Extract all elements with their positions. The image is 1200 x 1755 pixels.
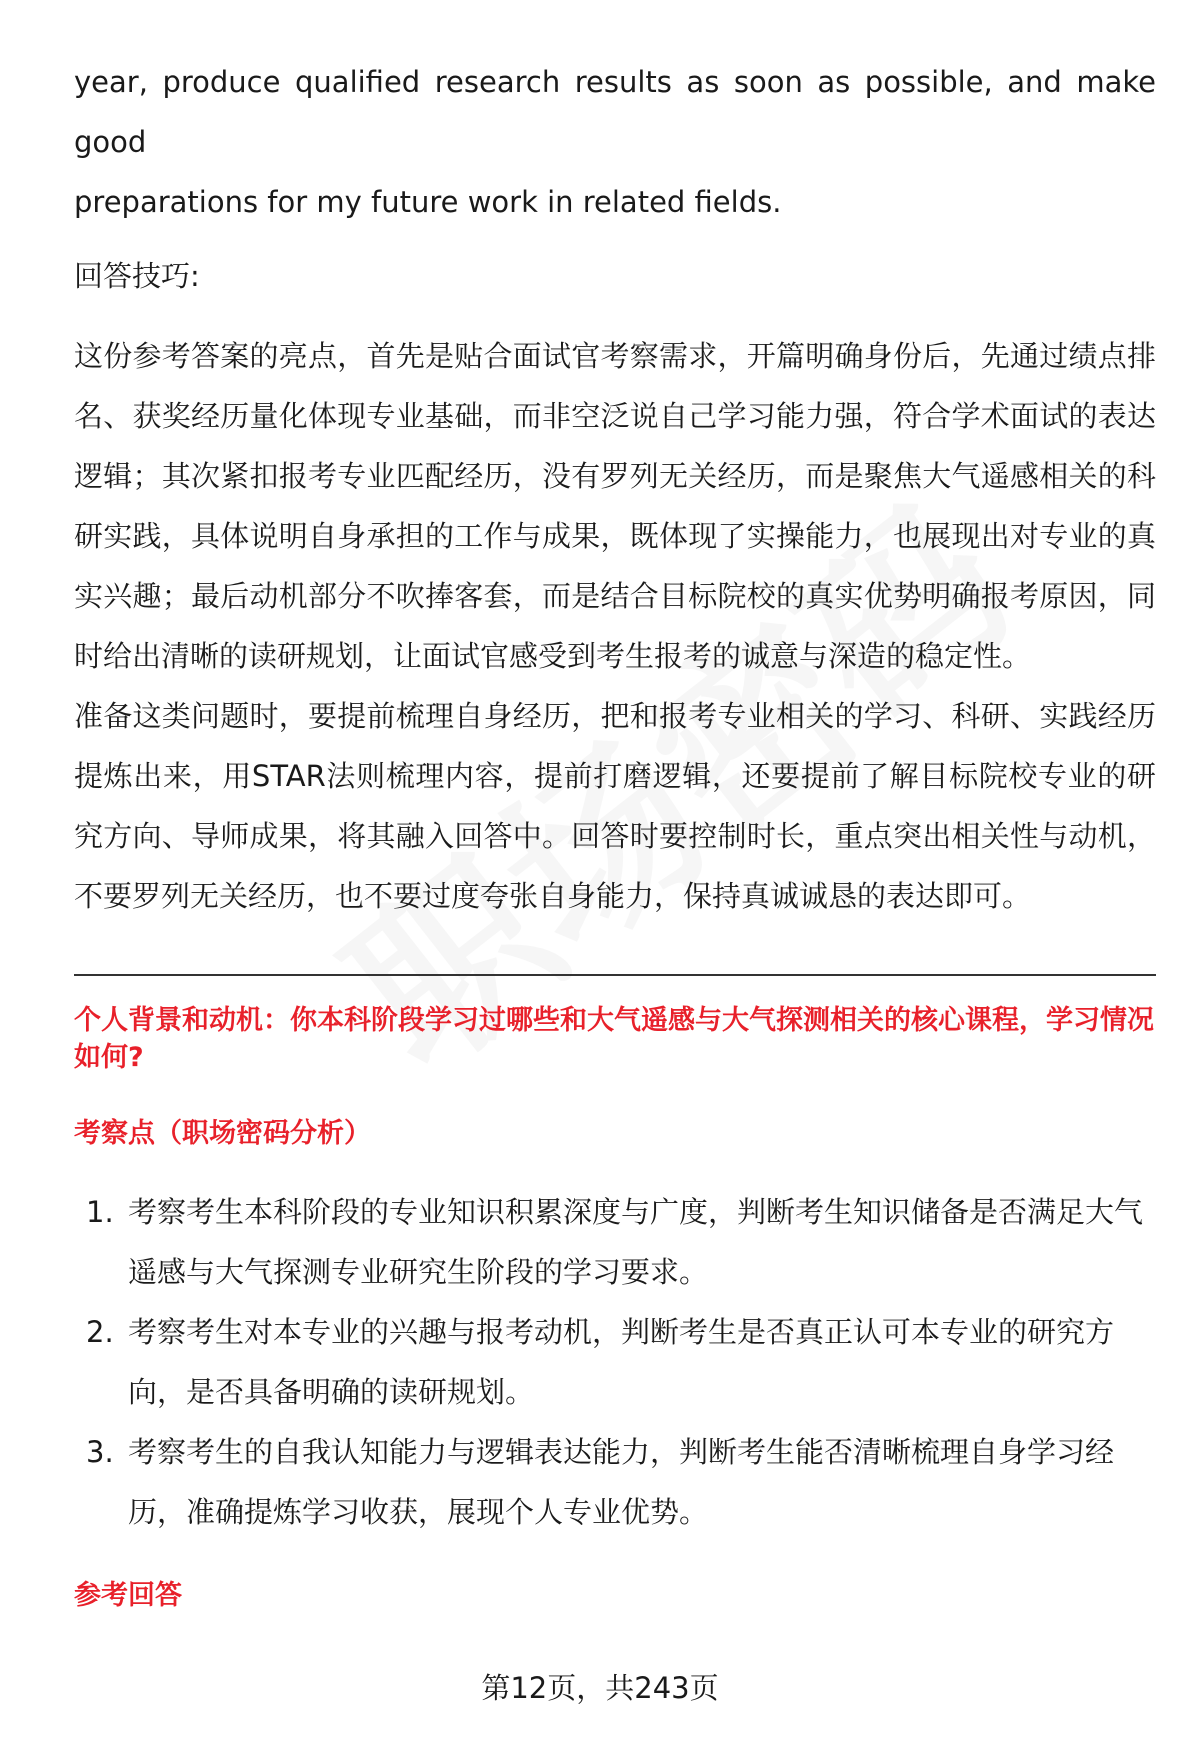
exam-points-heading: 考察点（职场密码分析）	[74, 1118, 371, 1149]
analysis-paragraph-1: 这份参考答案的亮点，首先是贴合面试官考察需求，开篇明确身份后，先通过绩点排名、获奖经历量化体现专业基础，而非空泛说自己学习能力强，符合学术面试的表达逻辑；其次紧扣报考专业匹配经历，没有罗列无关经历，而是聚焦大气遥感相关的科研实践，具体说明自身承担的工作与成果，既体现了实操能力，也展现出对专业的真实兴趣；最后动机部分不吹捧客套，而是结合目标院校的真实优势明确报考原因，同时给出清晰的读研规划，让面试官感受到考生报考的诚意与深造的稳定性。	[74, 339, 1156, 673]
list-item-number: 3.	[86, 1435, 114, 1469]
list-item-number: 1.	[86, 1195, 114, 1229]
intro-english-line-1: year, produce qualified research results as soon as possible, and make good	[74, 65, 1156, 159]
exam-points-list	[74, 1182, 1156, 1542]
list-item	[74, 1422, 1156, 1542]
answer-tip-label: 回答技巧:	[74, 259, 200, 293]
list-item-text: 考察考生的自我认知能力与逻辑表达能力，判断考生能否清晰梳理自身学习经历，准确提炼学习收获，展现个人专业优势。	[128, 1435, 1115, 1529]
page-number-footer: 第12页，共243页	[481, 1671, 719, 1705]
intro-english-line-2: preparations for my future work in related fields.	[74, 185, 782, 219]
reference-answer-heading: 参考回答	[74, 1580, 182, 1611]
list-item	[74, 1302, 1156, 1422]
list-item-text: 考察考生本科阶段的专业知识积累深度与广度，判断考生知识储备是否满足大气遥感与大气探测专业研究生阶段的学习要求。	[128, 1195, 1144, 1289]
question-title: 个人背景和动机：你本科阶段学习过哪些和大气遥感与大气探测相关的核心课程，学习情况如何?	[74, 1005, 1154, 1073]
document-page	[74, 52, 1156, 1614]
list-item	[74, 1182, 1156, 1302]
section-divider	[74, 974, 1156, 976]
analysis-paragraph-2: 准备这类问题时，要提前梳理自身经历，把和报考专业相关的学习、科研、实践经历提炼出来，用STAR法则梳理内容，提前打磨逻辑，还要提前了解目标院校专业的研究方向、导师成果，将其融入回答中。回答时要控制时长，重点突出相关性与动机，不要罗列无关经历，也不要过度夸张自身能力，保持真诚诚恳的表达即可。	[74, 699, 1156, 913]
list-item-text: 考察考生对本专业的兴趣与报考动机，判断考生是否真正认可本专业的研究方向，是否具备明确的读研规划。	[128, 1315, 1115, 1409]
list-item-number: 2.	[86, 1315, 114, 1349]
